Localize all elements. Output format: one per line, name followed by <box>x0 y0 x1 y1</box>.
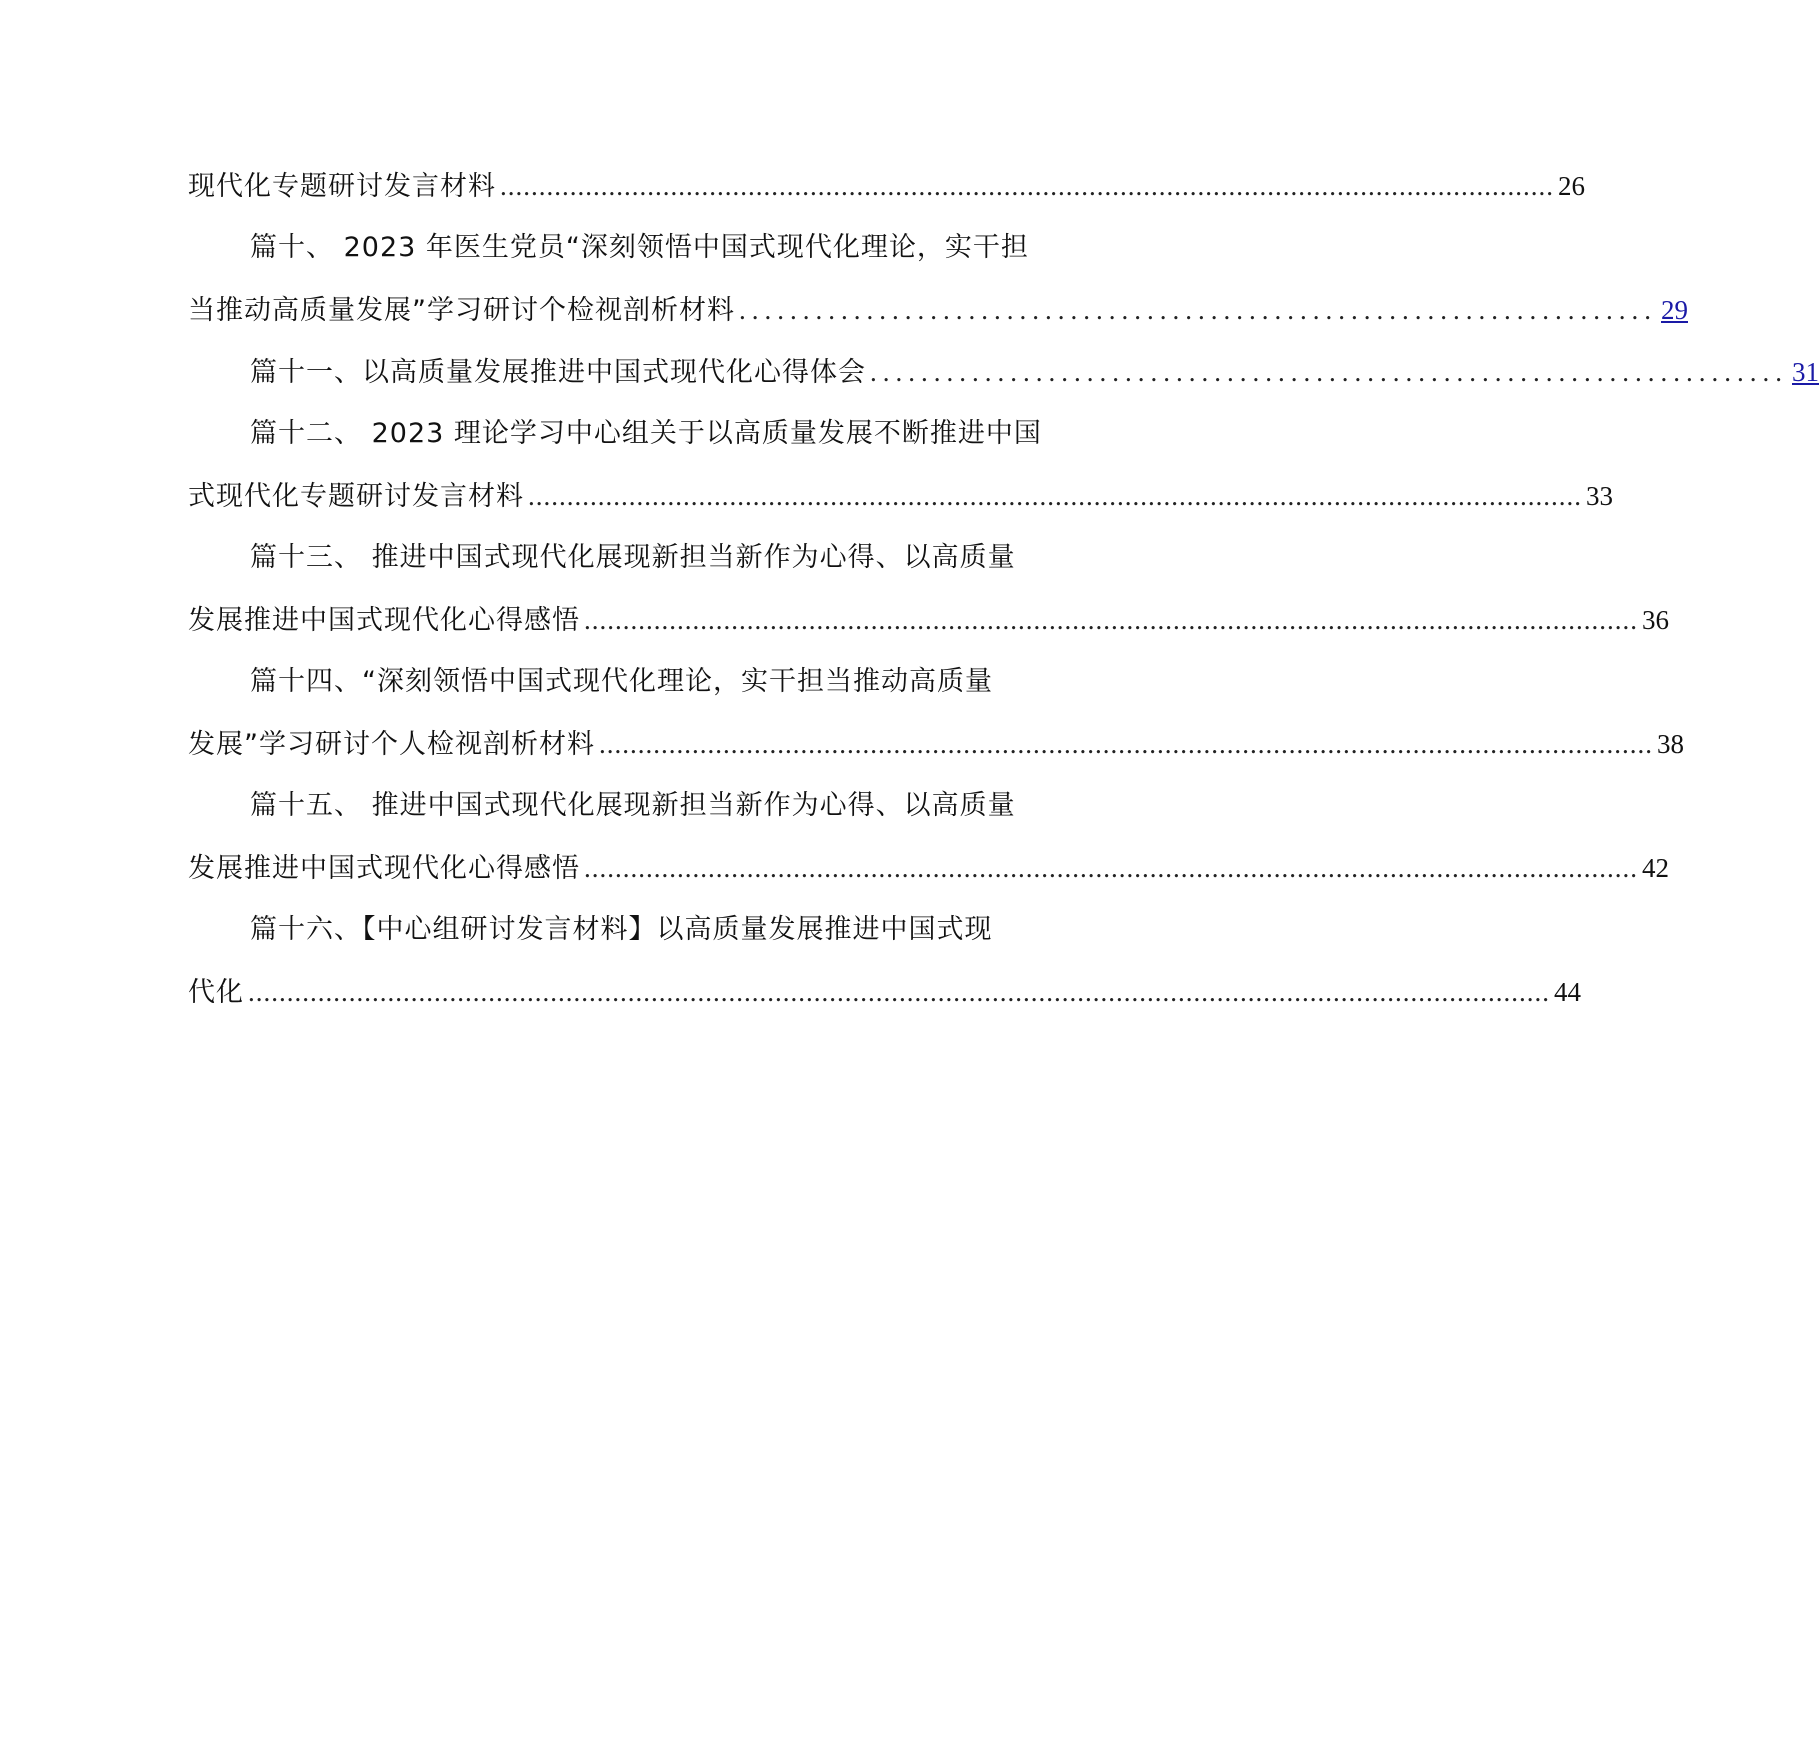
toc-entry-line <box>188 961 1581 1023</box>
toc-leader-dots: ........................................................................................................................................................................ <box>248 977 1550 1007</box>
toc-leader-dots: ........................................................................................................................................ <box>584 605 1638 635</box>
toc-entry-line <box>188 155 1585 217</box>
toc-entry-title-line2: 发展推进中国式现代化心得感悟 <box>188 853 580 884</box>
toc-entry-title-line2: 当推动高质量发展”学习研讨个检视剖析材料 <box>188 295 735 326</box>
toc-entry-title-line1: 篇十、 2023 年医生党员“深刻领悟中国式现代化理论，实干担 <box>250 232 1029 263</box>
toc-entry-6[interactable] <box>188 651 1684 775</box>
toc-entry-title-line2: 式现代化专题研讨发言材料 <box>188 481 524 512</box>
toc-entry-title-line1: 篇十五、 推进中国式现代化展现新担当新作为心得、以高质量 <box>250 790 1016 821</box>
toc-entry-title-line1: 篇十四、“深刻领悟中国式现代化理论，实干担当推动高质量 <box>250 666 993 697</box>
toc-entry-line <box>188 589 1669 651</box>
toc-entry-title-line2: 代化 <box>188 977 244 1008</box>
toc-entry-title-line2: 发展”学习研讨个人检视剖析材料 <box>188 729 595 760</box>
toc-leader-dots: ........................................................................................................................................ <box>500 171 1554 201</box>
toc-leader-dots: ........................................................................................................................................ <box>599 729 1653 759</box>
toc-leader-dots: ........................................................................................................................................ <box>584 853 1638 883</box>
toc-leader-dots: ........................................................................ <box>870 357 1788 387</box>
toc-entry-line <box>188 713 1684 775</box>
toc-page-number: 42 <box>1642 853 1669 883</box>
toc-entry-line <box>188 341 1819 403</box>
toc-entry-line <box>188 837 1669 899</box>
toc-page-link[interactable]: 29 <box>1661 295 1688 325</box>
toc-page-number: 44 <box>1554 977 1581 1007</box>
toc-entry-title-line1: 篇十二、 2023 理论学习中心组关于以高质量发展不断推进中国 <box>250 418 1042 449</box>
toc-page-number: 36 <box>1642 605 1669 635</box>
toc-entry-title: 现代化专题研讨发言材料 <box>188 171 496 202</box>
toc-entry-line <box>188 279 1688 341</box>
toc-entry-title-line1: 篇十六、【中心组研讨发言材料】以高质量发展推进中国式现 <box>250 914 993 945</box>
toc-entry-8[interactable] <box>188 899 1581 1023</box>
toc-entry-line <box>188 465 1613 527</box>
table-of-contents <box>188 155 1819 1023</box>
toc-entry-title-line1: 篇十三、 推进中国式现代化展现新担当新作为心得、以高质量 <box>250 542 1016 573</box>
toc-leader-dots: ........................................................................ <box>739 295 1657 325</box>
toc-page-number: 38 <box>1657 729 1684 759</box>
toc-page-link[interactable]: 31 <box>1792 357 1819 387</box>
toc-entry-5[interactable] <box>188 527 1669 651</box>
toc-entry-2[interactable] <box>188 217 1688 341</box>
toc-leader-dots: ........................................................................................................................................ <box>528 481 1582 511</box>
toc-entry-7[interactable] <box>188 775 1669 899</box>
toc-entry-title: 篇十一、以高质量发展推进中国式现代化心得体会 <box>250 357 866 388</box>
toc-entry-title-line2: 发展推进中国式现代化心得感悟 <box>188 605 580 636</box>
toc-entry-3[interactable] <box>188 341 1819 403</box>
toc-entry-4[interactable] <box>188 403 1613 527</box>
toc-page-number: 33 <box>1586 481 1613 511</box>
toc-page-number: 26 <box>1558 171 1585 201</box>
toc-entry-1[interactable] <box>188 155 1585 217</box>
